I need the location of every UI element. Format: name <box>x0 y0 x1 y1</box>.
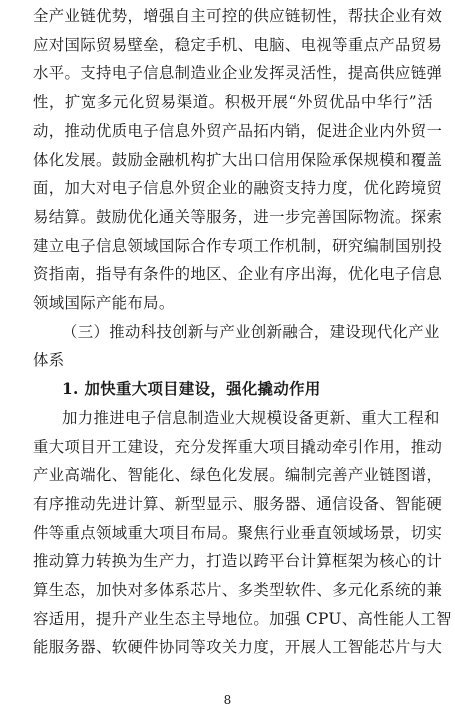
body-text-line: 应对国际贸易壁垒，稳定手机、电脑、电视等重点产品贸易 <box>33 35 443 54</box>
subsection-heading: 1. 加快重大项目建设，强化撬动作用 <box>62 380 321 399</box>
body-text-line: 水平。支持电子信息制造业企业发挥灵活性，提高供应链弹 <box>33 64 443 83</box>
body-text-line: 能服务器、软硬件协同等攻关力度，开展人工智能芯片与大 <box>33 638 443 657</box>
body-text-line: 产业高端化、智能化、绿色化发展。编制完善产业链图谱， <box>33 466 443 485</box>
body-text-line: 容适用，提升产业生态主导地位。加强 CPU、高性能人工智 <box>33 609 452 628</box>
body-text-line: 体化发展。鼓励金融机构扩大出口信用保险承保规模和覆盖 <box>33 150 443 169</box>
body-text-line: 面，加大对电子信息外贸企业的融资支持力度，优化跨境贸 <box>33 179 443 198</box>
body-text-line: 动，推动优质电子信息外贸产品拓内销，促进企业内外贸一 <box>33 121 443 140</box>
body-text-line: 件等重点领域重大项目布局。聚焦行业垂直领域场景，切实 <box>33 523 443 542</box>
section-heading-continued: 体系 <box>33 351 65 370</box>
body-text-line: 领域国际产能布局。 <box>33 294 175 312</box>
body-text-line: 全产业链优势，增强自主可控的供应链韧性，帮扶企业有效 <box>33 7 443 25</box>
body-text-line: 易结算。鼓励优化通关等服务，进一步完善国际物流。探索 <box>33 207 443 226</box>
page-number: 8 <box>223 693 232 707</box>
body-text-line: 算生态，加快对多体系芯片、多类型软件、多元化系统的兼 <box>33 581 443 599</box>
body-text-line: 资指南，指导有条件的地区、企业有序出海，优化电子信息 <box>33 265 443 284</box>
body-text-line: 重大项目开工建设，充分发挥重大项目撬动牵引作用，推动 <box>33 437 443 456</box>
body-text-line: 性，扩宽多元化贸易渠道。积极开展“外贸优品中华行”活 <box>33 93 433 112</box>
body-text-line: 有序推动先进计算、新型显示、服务器、通信设备、智能硬 <box>33 494 443 513</box>
body-text-line: 加力推进电子信息制造业大规模设备更新、重大工程和 <box>62 408 440 427</box>
body-text-line: 建立电子信息领域国际合作专项工作机制，研究编制国别投 <box>33 236 443 255</box>
section-heading: （三）推动科技创新与产业创新融合，建设现代化产业 <box>62 322 440 341</box>
body-text-line: 推动算力转换为生产力，打造以跨平台计算框架为核心的计 <box>33 552 443 571</box>
